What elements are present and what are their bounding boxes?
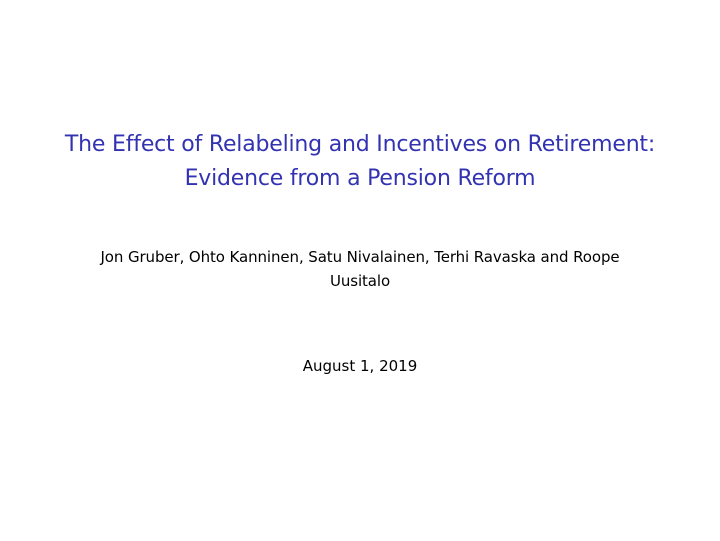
author-line-2: Uusitalo xyxy=(329,272,391,290)
author-list xyxy=(0,245,720,293)
presentation-date: August 1, 2019 xyxy=(302,357,418,375)
author-line-1: Jon Gruber, Ohto Kanninen, Satu Nivalainen, Terhi Ravaska and Roope xyxy=(100,248,620,266)
presentation-title xyxy=(0,128,720,196)
title-line-2: Evidence from a Pension Reform xyxy=(184,166,536,191)
title-line-1: The Effect of Relabeling and Incentives on Retirement: xyxy=(64,132,656,157)
